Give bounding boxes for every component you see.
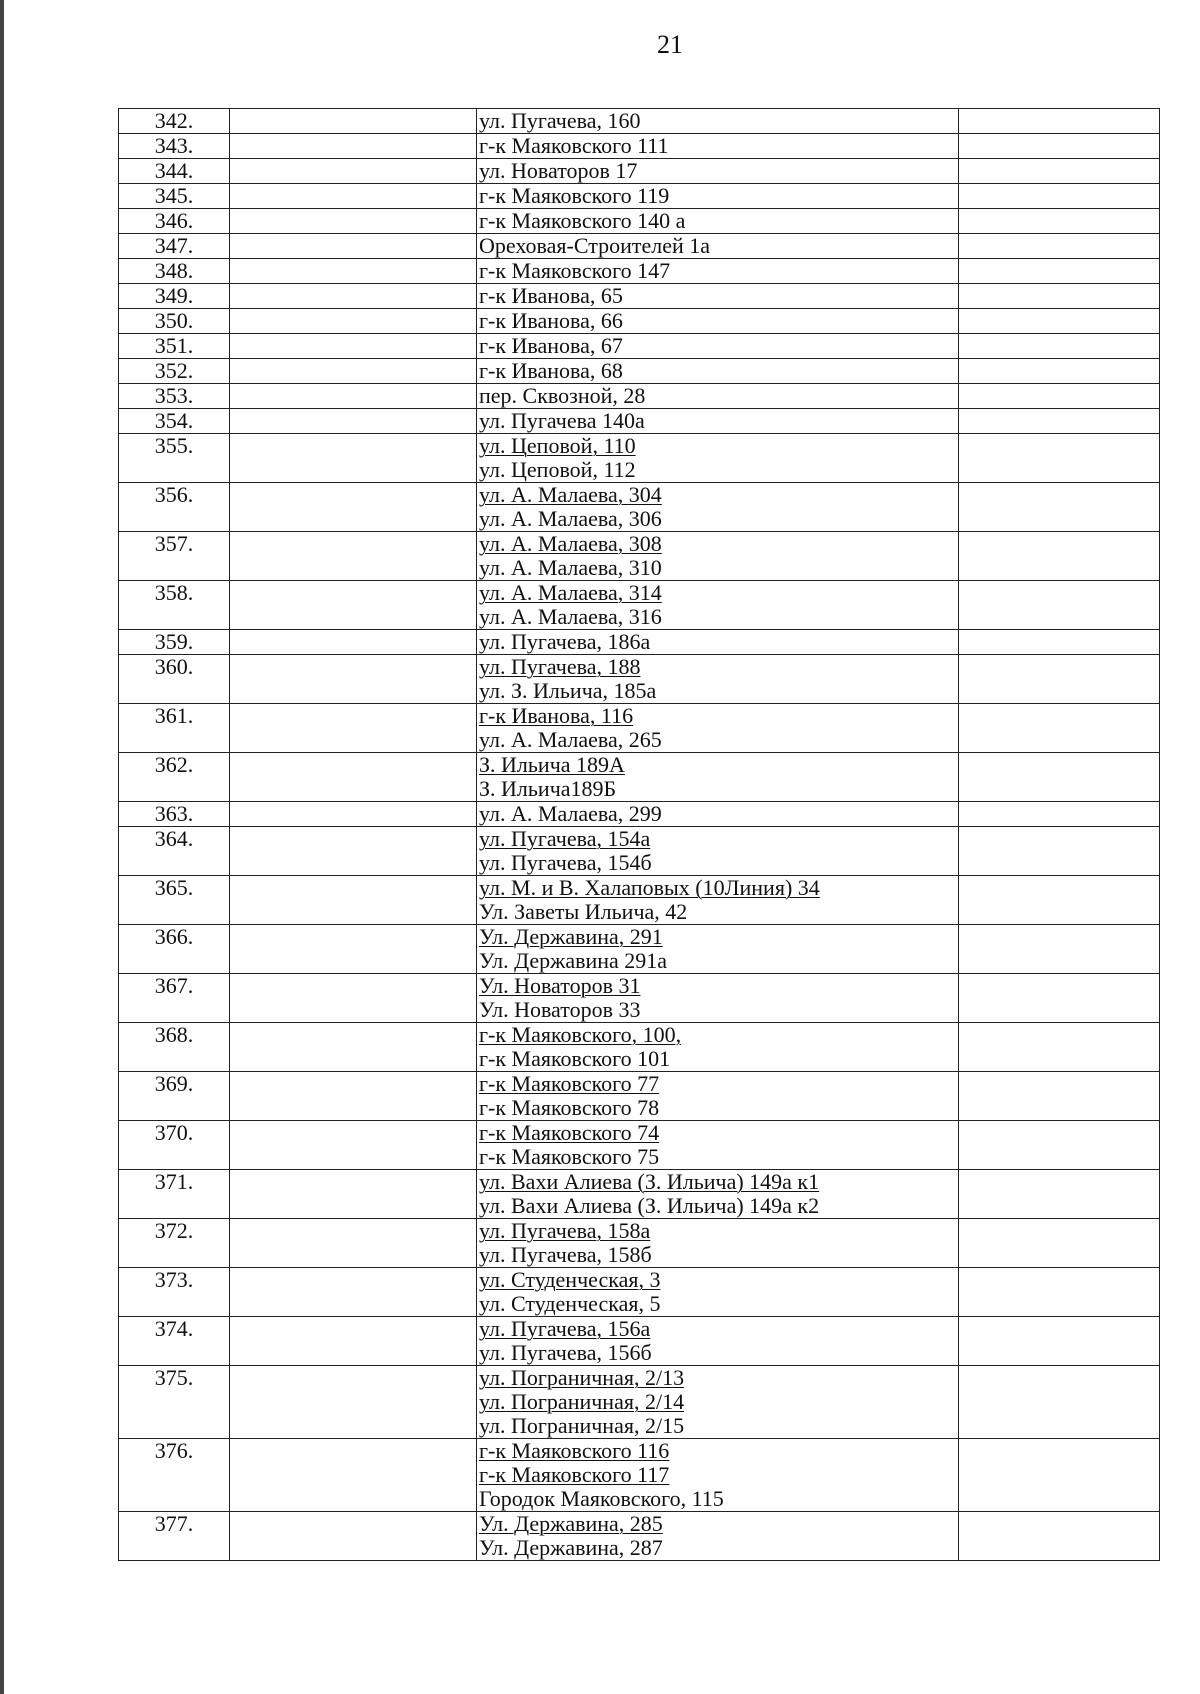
row-number: 367. xyxy=(119,974,230,1023)
address-line: ул. Пугачева, 160 xyxy=(479,109,641,133)
address-cell xyxy=(477,334,959,359)
address-cell xyxy=(477,974,959,1023)
address-cell xyxy=(477,209,959,234)
empty-cell xyxy=(959,704,1160,753)
address-line: ул. Студенческая, 5 xyxy=(479,1292,661,1316)
empty-cell xyxy=(959,284,1160,309)
address-line: Ул. Заветы Ильича, 42 xyxy=(479,900,688,924)
empty-cell xyxy=(959,209,1160,234)
empty-cell xyxy=(959,1072,1160,1121)
address-line: Ул. Новаторов 31 xyxy=(479,974,641,998)
table-row xyxy=(119,532,1160,581)
empty-cell xyxy=(230,753,477,802)
empty-cell xyxy=(959,434,1160,483)
empty-cell xyxy=(959,974,1160,1023)
empty-cell xyxy=(230,974,477,1023)
address-line: Ул. Державина 291а xyxy=(479,949,668,973)
address-line: ул. Студенческая, 3 xyxy=(479,1268,661,1292)
empty-cell xyxy=(230,704,477,753)
empty-cell xyxy=(230,1366,477,1439)
address-cell xyxy=(477,284,959,309)
address-cell xyxy=(477,134,959,159)
address-line: г-к Иванова, 116 xyxy=(479,704,634,728)
table-row xyxy=(119,1268,1160,1317)
address-table-body xyxy=(119,109,1160,1561)
address-cell xyxy=(477,753,959,802)
address-line: г-к Маяковского 116 xyxy=(479,1439,670,1463)
row-number: 374. xyxy=(119,1317,230,1366)
row-number: 346. xyxy=(119,209,230,234)
empty-cell xyxy=(959,1170,1160,1219)
address-cell xyxy=(477,655,959,704)
row-number: 348. xyxy=(119,259,230,284)
table-row xyxy=(119,434,1160,483)
address-cell xyxy=(477,876,959,925)
row-number: 364. xyxy=(119,827,230,876)
address-line: ул. Пугачева, 154б xyxy=(479,851,652,875)
address-cell xyxy=(477,581,959,630)
page-number: 21 xyxy=(657,30,683,59)
empty-cell xyxy=(230,532,477,581)
address-cell xyxy=(477,1219,959,1268)
address-line: г-к Маяковского 117 xyxy=(479,1463,670,1487)
address-line: ул. Пугачева, 158а xyxy=(479,1219,651,1243)
address-line: ул. А. Малаева, 316 xyxy=(479,605,662,629)
table-row xyxy=(119,309,1160,334)
empty-cell xyxy=(230,309,477,334)
empty-cell xyxy=(959,630,1160,655)
address-line: ул. А. Малаева, 265 xyxy=(479,728,662,752)
empty-cell xyxy=(230,1219,477,1268)
address-cell xyxy=(477,1317,959,1366)
table-row xyxy=(119,802,1160,827)
empty-cell xyxy=(230,159,477,184)
empty-cell xyxy=(230,1121,477,1170)
table-row xyxy=(119,1439,1160,1512)
empty-cell xyxy=(959,655,1160,704)
empty-cell xyxy=(230,827,477,876)
address-line: ул. А. Малаева, 306 xyxy=(479,507,662,531)
table-row xyxy=(119,1219,1160,1268)
empty-cell xyxy=(230,234,477,259)
empty-cell xyxy=(959,802,1160,827)
address-cell xyxy=(477,409,959,434)
address-line: ул. Цеповой, 112 xyxy=(479,458,636,482)
table-row xyxy=(119,483,1160,532)
row-number: 343. xyxy=(119,134,230,159)
address-line: ул. Пугачева, 188 xyxy=(479,655,641,679)
empty-cell xyxy=(230,925,477,974)
address-line: г-к Маяковского 75 xyxy=(479,1145,660,1169)
address-line: Городок Маяковского, 115 xyxy=(479,1487,724,1511)
empty-cell xyxy=(959,334,1160,359)
address-cell xyxy=(477,159,959,184)
empty-cell xyxy=(230,1170,477,1219)
address-line: г-к Иванова, 67 xyxy=(479,334,623,358)
empty-cell xyxy=(959,1512,1160,1561)
address-cell xyxy=(477,234,959,259)
table-row xyxy=(119,209,1160,234)
table-row xyxy=(119,409,1160,434)
row-number: 353. xyxy=(119,384,230,409)
address-line: ул. А. Малаева, 314 xyxy=(479,581,662,605)
address-line: ул. А. Малаева, 304 xyxy=(479,483,662,507)
table-row xyxy=(119,1072,1160,1121)
table-row xyxy=(119,1170,1160,1219)
empty-cell xyxy=(230,384,477,409)
table-row xyxy=(119,655,1160,704)
empty-cell xyxy=(230,259,477,284)
row-number: 365. xyxy=(119,876,230,925)
table-row xyxy=(119,234,1160,259)
row-number: 355. xyxy=(119,434,230,483)
table-row xyxy=(119,134,1160,159)
address-cell xyxy=(477,827,959,876)
row-number: 369. xyxy=(119,1072,230,1121)
address-line: ул. Вахи Алиева (З. Ильича) 149а к2 xyxy=(479,1194,820,1218)
address-line: г-к Маяковского 77 xyxy=(479,1072,660,1096)
empty-cell xyxy=(959,409,1160,434)
address-line: ул. Пугачева, 154а xyxy=(479,827,651,851)
address-line: ул. Пограничная, 2/14 xyxy=(479,1390,685,1414)
address-line: пер. Сквозной, 28 xyxy=(479,384,646,408)
address-cell xyxy=(477,259,959,284)
empty-cell xyxy=(230,109,477,134)
empty-cell xyxy=(959,109,1160,134)
address-cell xyxy=(477,184,959,209)
empty-cell xyxy=(959,234,1160,259)
empty-cell xyxy=(959,384,1160,409)
empty-cell xyxy=(230,1023,477,1072)
address-cell xyxy=(477,309,959,334)
row-number: 350. xyxy=(119,309,230,334)
row-number: 371. xyxy=(119,1170,230,1219)
row-number: 375. xyxy=(119,1366,230,1439)
address-line: ул. А. Малаева, 299 xyxy=(479,802,662,826)
address-cell xyxy=(477,532,959,581)
table-row xyxy=(119,827,1160,876)
empty-cell xyxy=(230,359,477,384)
address-cell xyxy=(477,704,959,753)
table-row xyxy=(119,334,1160,359)
address-line: Ул. Новаторов 33 xyxy=(479,998,641,1022)
row-number: 354. xyxy=(119,409,230,434)
empty-cell xyxy=(959,259,1160,284)
address-line: Ул. Державина, 291 xyxy=(479,925,663,949)
empty-cell xyxy=(230,284,477,309)
table-row xyxy=(119,1317,1160,1366)
empty-cell xyxy=(230,184,477,209)
address-line: ул. А. Малаева, 308 xyxy=(479,532,662,556)
row-number: 366. xyxy=(119,925,230,974)
empty-cell xyxy=(959,1317,1160,1366)
empty-cell xyxy=(230,1317,477,1366)
row-number: 363. xyxy=(119,802,230,827)
address-line: Ул. Державина, 285 xyxy=(479,1512,663,1536)
address-line: ул. А. Малаева, 310 xyxy=(479,556,662,580)
empty-cell xyxy=(959,483,1160,532)
row-number: 357. xyxy=(119,532,230,581)
empty-cell xyxy=(230,630,477,655)
table-row xyxy=(119,1366,1160,1439)
row-number: 360. xyxy=(119,655,230,704)
row-number: 362. xyxy=(119,753,230,802)
empty-cell xyxy=(959,1439,1160,1512)
address-line: г-к Маяковского 74 xyxy=(479,1121,660,1145)
address-line: ул. Вахи Алиева (З. Ильича) 149а к1 xyxy=(479,1170,820,1194)
row-number: 373. xyxy=(119,1268,230,1317)
address-line: ул. М. и В. Халаповых (10Линия) 34 xyxy=(479,876,820,900)
table-row xyxy=(119,284,1160,309)
address-cell xyxy=(477,434,959,483)
empty-cell xyxy=(959,581,1160,630)
row-number: 352. xyxy=(119,359,230,384)
address-cell xyxy=(477,1512,959,1561)
address-cell xyxy=(477,1170,959,1219)
address-line: ул. Пугачева, 158б xyxy=(479,1243,652,1267)
empty-cell xyxy=(959,1366,1160,1439)
address-cell xyxy=(477,1121,959,1170)
row-number: 377. xyxy=(119,1512,230,1561)
row-number: 372. xyxy=(119,1219,230,1268)
row-number: 342. xyxy=(119,109,230,134)
empty-cell xyxy=(959,184,1160,209)
row-number: 349. xyxy=(119,284,230,309)
address-line: г-к Иванова, 66 xyxy=(479,309,623,333)
address-cell xyxy=(477,359,959,384)
address-cell xyxy=(477,384,959,409)
address-cell xyxy=(477,1439,959,1512)
table-row xyxy=(119,359,1160,384)
table-row xyxy=(119,704,1160,753)
address-cell xyxy=(477,925,959,974)
address-line: г-к Маяковского 101 xyxy=(479,1047,671,1071)
row-number: 361. xyxy=(119,704,230,753)
address-line: г-к Иванова, 68 xyxy=(479,359,623,383)
empty-cell xyxy=(959,359,1160,384)
empty-cell xyxy=(230,802,477,827)
empty-cell xyxy=(230,1439,477,1512)
empty-cell xyxy=(959,925,1160,974)
address-line: ул. Новаторов 17 xyxy=(479,159,638,183)
table-row xyxy=(119,876,1160,925)
row-number: 351. xyxy=(119,334,230,359)
address-line: ул. З. Ильича, 185а xyxy=(479,679,657,703)
empty-cell xyxy=(230,1268,477,1317)
address-line: г-к Иванова, 65 xyxy=(479,284,623,308)
table-row xyxy=(119,1512,1160,1561)
table-row xyxy=(119,581,1160,630)
empty-cell xyxy=(959,159,1160,184)
address-line: ул. Пугачева, 156б xyxy=(479,1341,652,1365)
row-number: 356. xyxy=(119,483,230,532)
row-number: 358. xyxy=(119,581,230,630)
table-row xyxy=(119,753,1160,802)
table-row xyxy=(119,925,1160,974)
empty-cell xyxy=(230,483,477,532)
address-cell xyxy=(477,1023,959,1072)
empty-cell xyxy=(230,334,477,359)
address-line: г-к Маяковского 119 xyxy=(479,184,670,208)
address-line: ул. Пугачева, 156а xyxy=(479,1317,651,1341)
address-line: г-к Маяковского 147 xyxy=(479,259,671,283)
table-row xyxy=(119,384,1160,409)
table-row xyxy=(119,1023,1160,1072)
address-cell xyxy=(477,1268,959,1317)
empty-cell xyxy=(230,876,477,925)
row-number: 368. xyxy=(119,1023,230,1072)
empty-cell xyxy=(230,655,477,704)
row-number: 347. xyxy=(119,234,230,259)
address-line: ул. Пограничная, 2/15 xyxy=(479,1414,685,1438)
address-cell xyxy=(477,1366,959,1439)
table-row xyxy=(119,159,1160,184)
address-line: г-к Маяковского 111 xyxy=(479,134,669,158)
table-row xyxy=(119,184,1160,209)
empty-cell xyxy=(959,876,1160,925)
empty-cell xyxy=(230,134,477,159)
empty-cell xyxy=(230,1512,477,1561)
empty-cell xyxy=(959,1219,1160,1268)
empty-cell xyxy=(230,581,477,630)
address-line: ул. Пограничная, 2/13 xyxy=(479,1366,685,1390)
address-line: г-к Маяковского 78 xyxy=(479,1096,660,1120)
empty-cell xyxy=(959,532,1160,581)
empty-cell xyxy=(959,134,1160,159)
address-line: ул. Пугачева 140а xyxy=(479,409,645,433)
address-cell xyxy=(477,630,959,655)
table-row xyxy=(119,1121,1160,1170)
empty-cell xyxy=(959,1121,1160,1170)
row-number: 345. xyxy=(119,184,230,209)
row-number: 376. xyxy=(119,1439,230,1512)
address-cell xyxy=(477,802,959,827)
empty-cell xyxy=(959,753,1160,802)
address-cell xyxy=(477,483,959,532)
table-row xyxy=(119,259,1160,284)
table-row xyxy=(119,974,1160,1023)
address-cell xyxy=(477,1072,959,1121)
empty-cell xyxy=(230,1072,477,1121)
row-number: 344. xyxy=(119,159,230,184)
table-row xyxy=(119,630,1160,655)
address-line: З. Ильича 189А xyxy=(479,753,625,777)
table-row xyxy=(119,109,1160,134)
address-line: г-к Маяковского, 100, xyxy=(479,1023,682,1047)
address-line: З. Ильича189Б xyxy=(479,777,617,801)
empty-cell xyxy=(230,209,477,234)
row-number: 370. xyxy=(119,1121,230,1170)
address-line: г-к Маяковского 140 а xyxy=(479,209,686,233)
empty-cell xyxy=(959,827,1160,876)
address-line: Ореховая-Строителей 1а xyxy=(479,234,711,258)
scan-edge xyxy=(0,0,4,1694)
empty-cell xyxy=(959,309,1160,334)
address-line: ул. Пугачева, 186а xyxy=(479,630,651,654)
address-line: Ул. Державина, 287 xyxy=(479,1536,663,1560)
row-number: 359. xyxy=(119,630,230,655)
empty-cell xyxy=(959,1023,1160,1072)
empty-cell xyxy=(959,1268,1160,1317)
empty-cell xyxy=(230,434,477,483)
address-line: ул. Цеповой, 110 xyxy=(479,434,636,458)
address-table xyxy=(118,108,1160,1561)
address-cell xyxy=(477,109,959,134)
empty-cell xyxy=(230,409,477,434)
